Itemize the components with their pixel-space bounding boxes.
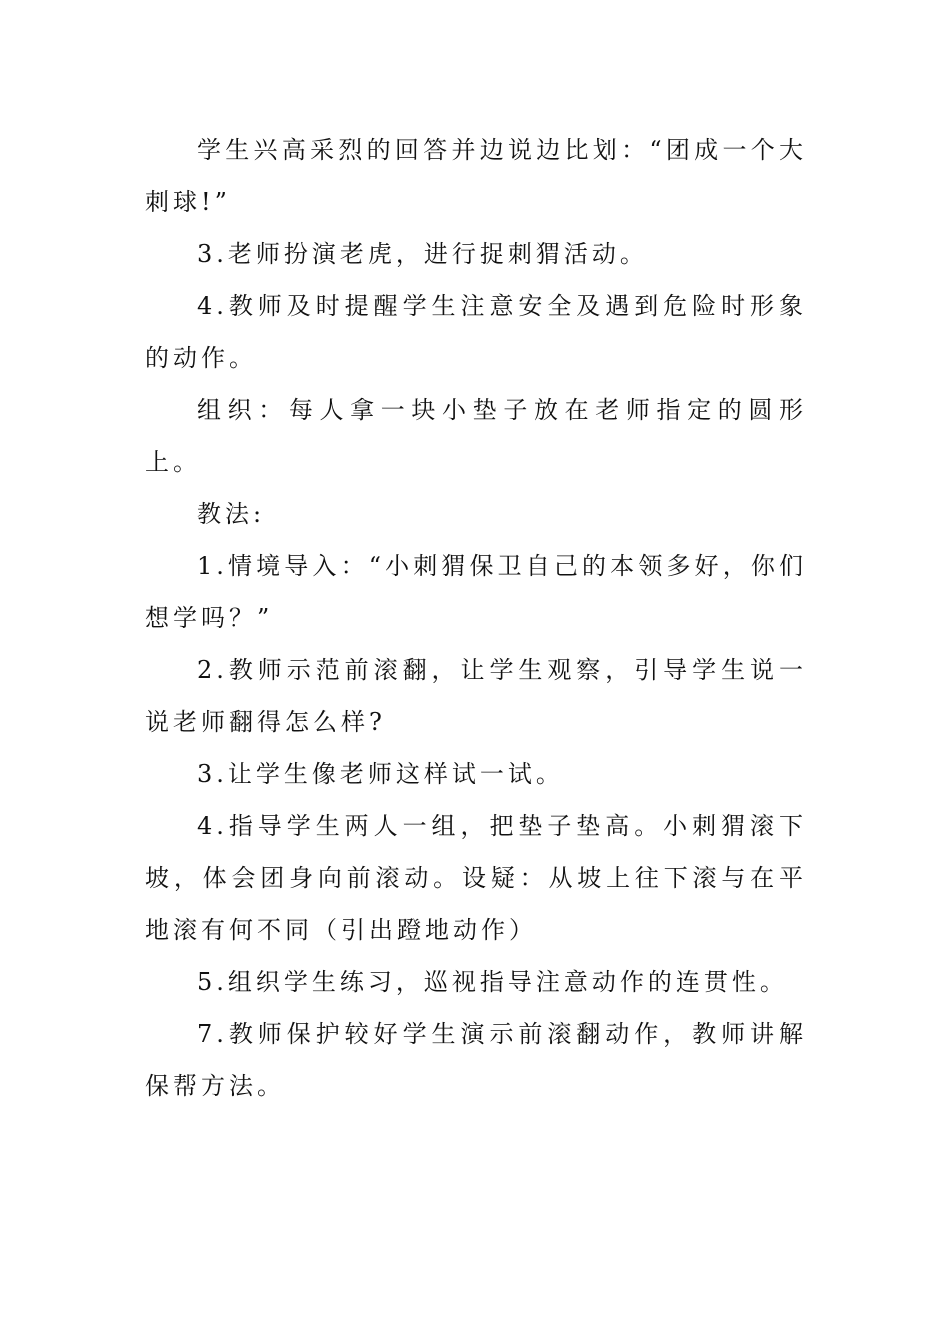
paragraph-11: 7.教师保护较好学生演示前滚翻动作，教师讲解保帮方法。 [145, 1020, 807, 1100]
document-body [145, 124, 807, 1112]
paragraph-4: 组织：每人拿一块小垫子放在老师指定的圆形上。 [145, 396, 807, 476]
paragraph-1: 学生兴高采烈的回答并边说边比划：“团成一个大刺球!” [145, 136, 807, 216]
paragraph-7: 2.教师示范前滚翻，让学生观察，引导学生说一说老师翻得怎么样? [145, 656, 807, 736]
paragraph-2: 3.老师扮演老虎，进行捉刺猬活动。 [197, 240, 648, 268]
paragraph-10: 5.组织学生练习，巡视指导注意动作的连贯性。 [197, 968, 788, 996]
paragraph-6: 1.情境导入：“小刺猬保卫自己的本领多好，你们想学吗？” [145, 552, 807, 632]
paragraph-5: 教法: [197, 500, 266, 528]
paragraph-3: 4.教师及时提醒学生注意安全及遇到危险时形象的动作。 [145, 292, 807, 372]
paragraph-8: 3.让学生像老师这样试一试。 [197, 760, 564, 788]
paragraph-9: 4.指导学生两人一组，把垫子垫高。小刺猬滚下坡，体会团身向前滚动。设疑：从坡上往下滚与在平地滚有何不同（引出蹬地动作） [145, 812, 807, 944]
